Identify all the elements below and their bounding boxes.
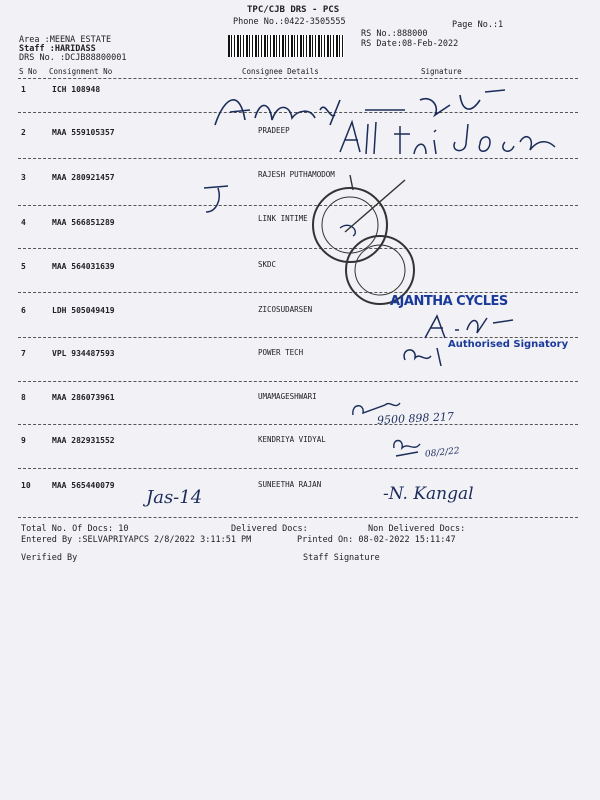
row8-handwritten-phone: 9500 898 217 [376, 409, 455, 428]
barcode-image [228, 35, 344, 57]
column-header-consignee: Consignee Details [242, 67, 319, 76]
row-divider [18, 248, 578, 249]
row3-handwritten-mark [196, 182, 236, 222]
row9-handwritten-signature [388, 432, 428, 462]
link-intime-circular-stamp [305, 170, 425, 310]
row-divider [18, 292, 578, 293]
row-consignee: ZICOSUDARSEN [258, 305, 313, 314]
staff-label: Staff :HARIDASS [19, 44, 96, 54]
row9-handwritten-date: 08/2/22 [424, 446, 461, 460]
row-sno: 5 [21, 262, 26, 271]
table-bottom-divider [18, 517, 578, 518]
row10-handwritten-signature: -N. Kangal [383, 484, 474, 504]
verified-by: Verified By [21, 553, 78, 563]
total-docs: Total No. Of Docs: 10 [21, 524, 129, 534]
row-consignee: LINK INTIME [258, 214, 308, 223]
row-consignee: SKDC [258, 260, 277, 269]
row10-handwritten-left: Jas-14 [146, 487, 203, 508]
page-number: Page No.:1 [452, 20, 504, 30]
ajantha-cycles-stamp-name: AJANTHA CYCLES [390, 294, 508, 309]
row-sno: 6 [21, 306, 26, 315]
row-consignee: UMAMAGESHWARI [258, 392, 317, 401]
row-consignment: MAA 559105357 [52, 128, 115, 137]
row-divider [18, 424, 578, 425]
row-consignment: ICH 108948 [52, 85, 101, 94]
staff-signature: Staff Signature [303, 553, 380, 563]
row-sno: 4 [21, 218, 26, 227]
row-consignment: VPL 934487593 [52, 349, 115, 358]
row-consignment: MAA 280921457 [52, 173, 115, 182]
row-consignee: SUNEETHA RAJAN [258, 480, 322, 489]
row-consignment: LDH 505049419 [52, 306, 115, 315]
row2-handwritten-signature [330, 112, 570, 167]
row-consignee: PRADEEP [258, 126, 290, 135]
row-sno: 8 [21, 393, 26, 402]
phone-number: Phone No.:0422-3505555 [233, 17, 346, 27]
row-consignee: KENDRIYA VIDYAL [258, 435, 326, 444]
row-consignment: MAA 286073961 [52, 393, 115, 402]
header-divider [18, 78, 578, 79]
row-sno: 3 [21, 173, 26, 182]
row-consignee: RAJESH PUTHAMODOM [258, 170, 335, 179]
row-consignee: POWER TECH [258, 348, 304, 357]
row-divider [18, 468, 578, 469]
entered-by: Entered By :SELVAPRIYAPCS 2/8/2022 3:11:51 PM [21, 535, 252, 545]
column-header-signature: Signature [421, 67, 462, 76]
delivered-docs: Delivered Docs: [231, 524, 308, 534]
row-consignment: MAA 566851289 [52, 218, 115, 227]
column-header-sno: S No [19, 67, 38, 76]
ajantha-cycles-stamp-subtitle: Authorised Signatory [448, 339, 569, 350]
column-header-consignment: Consignment No [49, 67, 113, 76]
printed-on: Printed On: 08-02-2022 15:11:47 [297, 535, 456, 545]
non-delivered-docs: Non Delivered Docs: [368, 524, 466, 534]
row-sno: 10 [21, 481, 31, 490]
rs-number: RS No.:888000 [361, 29, 428, 39]
rs-date: RS Date:08-Feb-2022 [361, 39, 459, 49]
row-divider [18, 205, 578, 206]
row-consignment: MAA 565440079 [52, 481, 115, 490]
row-sno: 7 [21, 349, 26, 358]
report-title: TPC/CJB DRS - PCS [247, 5, 340, 15]
area-label: Area :MEENA ESTATE [19, 35, 112, 45]
row-sno: 2 [21, 128, 26, 137]
row-consignment: MAA 564031639 [52, 262, 115, 271]
drs-number: DRS No. :DCJB88800001 [19, 53, 127, 63]
row-sno: 1 [21, 85, 26, 94]
row-sno: 9 [21, 436, 26, 445]
row-divider [18, 381, 578, 382]
row-consignment: MAA 282931552 [52, 436, 115, 445]
row6-7-handwritten-signature [395, 308, 575, 378]
